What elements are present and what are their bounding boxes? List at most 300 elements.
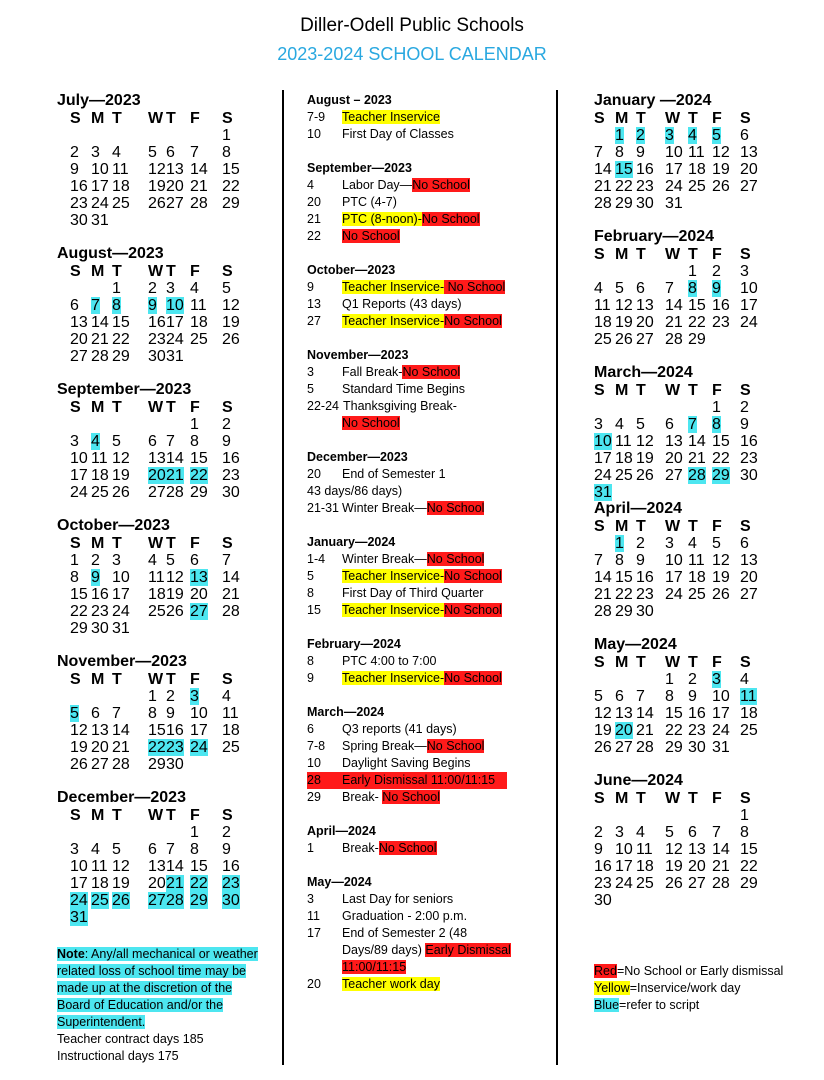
day-cell: 1 [615, 535, 624, 552]
event-row [307, 670, 502, 687]
day-cell: 9 [166, 705, 175, 722]
day-cell: 10 [665, 552, 683, 569]
day-cell: 24 [712, 722, 730, 739]
event-text: Last Day for seniors [342, 892, 454, 906]
day-cell: 9 [222, 433, 231, 450]
no-school-highlight: No School [426, 501, 485, 515]
week-row [57, 620, 170, 637]
day-cell: 22 [112, 331, 130, 348]
weekday-label: S [740, 654, 751, 671]
event-row [307, 398, 457, 415]
day-cell: 8 [665, 688, 674, 705]
day-cell: 7 [594, 144, 603, 161]
event-text: Spring Break— [342, 739, 427, 753]
day-cell: 14 [688, 433, 706, 450]
event-row [307, 194, 412, 211]
weekday-header-row [57, 110, 233, 127]
day-cell: 7 [636, 688, 645, 705]
event-date: 1-4 [307, 552, 326, 566]
day-cell: 11 [222, 705, 239, 722]
day-cell: 24 [166, 331, 184, 348]
day-cell: 10 [740, 280, 758, 297]
event-date: 3 [307, 892, 314, 906]
event-description [342, 109, 440, 126]
event-group [307, 874, 511, 993]
day-cell: 16 [148, 314, 166, 331]
day-cell: 21 [166, 875, 184, 892]
event-row [307, 177, 470, 194]
weekday-label: W [665, 110, 681, 127]
weekday-label: W [665, 518, 681, 535]
weekday-label: W [148, 671, 164, 688]
day-cell: 3 [190, 688, 199, 705]
day-cell: 11 [615, 433, 632, 450]
day-cell: 5 [166, 552, 175, 569]
day-cell: 9 [712, 280, 721, 297]
day-cell: 24 [70, 892, 88, 909]
day-cell: 25 [615, 467, 633, 484]
day-cell: 27 [665, 467, 683, 484]
event-row [307, 313, 502, 330]
day-cell: 11 [190, 297, 207, 314]
weekday-label: M [615, 654, 629, 671]
week-row [57, 297, 240, 314]
day-cell: 10 [712, 688, 730, 705]
event-description [342, 653, 437, 670]
day-cell: 21 [91, 331, 109, 348]
week-row [594, 875, 758, 892]
note-block [57, 946, 262, 1031]
event-text: Break- [342, 841, 379, 855]
event-row [307, 789, 507, 806]
event-description [342, 228, 400, 245]
weekday-header-row [594, 790, 751, 807]
day-cell: 21 [222, 586, 240, 603]
month-right-0 [594, 92, 758, 212]
day-cell: 17 [615, 858, 633, 875]
day-cell: 23 [70, 195, 88, 212]
weekday-label: W [665, 790, 681, 807]
weekday-label: S [222, 110, 233, 127]
day-cell: 17 [712, 705, 730, 722]
day-cell: 23 [740, 450, 758, 467]
day-cell: 15 [615, 569, 633, 586]
event-date: 43 days/86 days) [307, 484, 403, 498]
month-left-1 [57, 245, 240, 365]
day-cell: 20 [190, 586, 208, 603]
event-text: PTC (4-7) [342, 195, 397, 209]
event-text: Days/89 days) [342, 943, 426, 957]
month-title: October—2023 [57, 517, 170, 534]
weekday-label: F [190, 263, 200, 280]
event-group [307, 262, 506, 330]
event-text: End of Semester 1 [342, 467, 446, 481]
day-cell: 27 [190, 603, 208, 620]
day-cell: 23 [222, 875, 240, 892]
day-cell: 13 [665, 433, 683, 450]
event-date: 8 [307, 586, 314, 600]
week-row [57, 144, 231, 161]
week-row [594, 586, 758, 603]
day-cell: 13 [636, 297, 654, 314]
weekday-label: F [712, 382, 722, 399]
month-title: February—2024 [594, 228, 715, 245]
day-cell: 4 [688, 535, 697, 552]
weekday-label: T [112, 399, 122, 416]
day-cell: 16 [712, 297, 730, 314]
week-row [57, 450, 240, 467]
day-cell: 29 [740, 875, 758, 892]
day-cell: 25 [91, 892, 109, 909]
day-cell: 14 [166, 450, 184, 467]
week-row [594, 467, 758, 484]
event-description [342, 177, 470, 194]
day-cell: 17 [665, 569, 683, 586]
event-month-title: April—2024 [307, 824, 376, 838]
day-cell: 5 [594, 688, 603, 705]
day-cell: 16 [594, 858, 612, 875]
day-cell: 21 [712, 858, 730, 875]
day-cell: 29 [615, 603, 633, 620]
column-divider-right [556, 90, 558, 1065]
day-cell: 13 [166, 161, 184, 178]
event-date: 22 [307, 229, 321, 243]
weekday-label: F [712, 110, 722, 127]
day-cell: 18 [594, 314, 612, 331]
day-cell: 7 [688, 416, 697, 433]
day-cell: 20 [740, 161, 758, 178]
event-text: Q3 reports (41 days) [342, 722, 457, 736]
day-cell: 12 [665, 841, 683, 858]
month-left-0 [57, 92, 240, 229]
day-cell: 3 [91, 144, 100, 161]
day-cell: 14 [166, 858, 184, 875]
event-text: Daylight Saving Begins [342, 756, 471, 770]
week-row [57, 280, 231, 297]
event-row [307, 126, 454, 143]
event-description [342, 959, 406, 976]
event-row [307, 483, 408, 500]
no-school-highlight: No School [402, 365, 461, 379]
day-cell: 22 [688, 314, 706, 331]
weekday-label: W [665, 246, 681, 263]
event-date: 7-8 [307, 739, 326, 753]
day-cell: 24 [665, 178, 683, 195]
day-cell: 6 [148, 433, 157, 450]
weekday-label: W [148, 535, 164, 552]
day-cell: 20 [91, 739, 109, 756]
week-row [594, 399, 749, 416]
weekday-label: S [740, 382, 751, 399]
day-cell: 12 [712, 552, 730, 569]
event-text: First Day of Third Quarter [342, 586, 484, 600]
day-cell: 23 [688, 722, 706, 739]
day-cell: 31 [166, 348, 184, 365]
event-date: 27 [307, 314, 321, 328]
day-cell: 8 [112, 297, 121, 314]
day-cell: 4 [615, 416, 624, 433]
event-row [307, 211, 480, 228]
month-title: May—2024 [594, 636, 677, 653]
day-cell: 8 [190, 841, 199, 858]
day-cell: 13 [615, 705, 633, 722]
day-cell: 24 [740, 314, 758, 331]
inservice-highlight: Teacher Inservice- [342, 280, 445, 294]
day-cell: 8 [70, 569, 79, 586]
event-description [342, 296, 462, 313]
day-cell: 6 [70, 297, 79, 314]
day-cell: 14 [594, 569, 612, 586]
day-cell: 3 [166, 280, 175, 297]
month-title: September—2023 [57, 381, 192, 398]
day-cell: 27 [91, 756, 109, 773]
week-row [57, 892, 240, 909]
day-cell: 26 [70, 756, 88, 773]
weekday-label: T [688, 382, 698, 399]
day-cell: 6 [91, 705, 100, 722]
month-title: April—2024 [594, 500, 683, 517]
day-cell: 30 [636, 603, 654, 620]
day-cell: 19 [222, 314, 240, 331]
event-month-title: May—2024 [307, 875, 372, 889]
week-row [594, 331, 714, 348]
teacher-contract-days: Teacher contract days 185 [57, 1032, 204, 1046]
day-cell: 19 [148, 178, 166, 195]
day-cell: 9 [70, 161, 79, 178]
day-cell: 12 [636, 433, 654, 450]
day-cell: 23 [594, 875, 612, 892]
day-cell: 1 [148, 688, 157, 705]
day-cell: 6 [740, 535, 749, 552]
day-cell: 26 [166, 603, 184, 620]
week-row [57, 705, 239, 722]
day-cell: 28 [166, 892, 184, 909]
event-date: 21 [307, 212, 321, 226]
no-school-highlight: No School [444, 671, 502, 685]
day-cell: 30 [222, 484, 240, 501]
day-cell: 7 [594, 552, 603, 569]
no-school-highlight: No School [378, 841, 437, 855]
day-cell: 9 [636, 144, 645, 161]
month-left-5 [57, 789, 240, 926]
day-cell: 12 [222, 297, 240, 314]
no-school-highlight: No School [421, 212, 480, 226]
day-cell: 18 [91, 875, 109, 892]
page-title: Diller-Odell Public Schools [300, 15, 524, 36]
day-cell: 6 [688, 824, 697, 841]
day-cell: 30 [222, 892, 240, 909]
day-cell: 16 [740, 433, 758, 450]
day-cell: 29 [190, 484, 208, 501]
day-cell: 20 [166, 178, 184, 195]
event-description [342, 738, 484, 755]
event-date: 21-31 [307, 501, 339, 515]
event-text: Standard Time Begins [342, 382, 465, 396]
day-cell: 15 [615, 161, 633, 178]
weekday-label: M [615, 790, 629, 807]
weekday-header-row [594, 382, 751, 399]
day-cell: 5 [70, 705, 79, 722]
weekday-label: S [594, 790, 605, 807]
day-cell: 14 [91, 314, 109, 331]
day-cell: 17 [740, 297, 758, 314]
day-cell: 18 [636, 858, 654, 875]
day-cell: 28 [222, 603, 240, 620]
day-cell: 7 [166, 433, 175, 450]
event-month-title: October—2023 [307, 263, 396, 277]
day-cell: 2 [70, 144, 79, 161]
day-cell: 29 [112, 348, 130, 365]
weekday-label: T [636, 518, 646, 535]
day-cell: 31 [91, 212, 109, 229]
day-cell: 3 [70, 841, 79, 858]
day-cell: 13 [148, 858, 166, 875]
day-cell: 15 [222, 161, 240, 178]
day-cell: 17 [166, 314, 184, 331]
day-cell: 27 [688, 875, 706, 892]
week-row [57, 739, 240, 756]
day-cell: 22 [222, 178, 240, 195]
day-cell: 12 [712, 144, 730, 161]
legend-yellow [594, 980, 741, 997]
weekday-header-row [57, 807, 233, 824]
event-row [307, 653, 437, 670]
day-cell: 9 [222, 841, 231, 858]
day-cell: 29 [712, 467, 730, 484]
day-cell: 6 [166, 144, 175, 161]
day-cell: 2 [594, 824, 603, 841]
day-cell: 2 [712, 263, 721, 280]
day-cell: 24 [594, 467, 612, 484]
day-cell: 20 [148, 875, 166, 892]
event-description [342, 925, 467, 942]
day-cell: 9 [91, 569, 100, 586]
event-month-title: September—2023 [307, 161, 412, 175]
event-description [342, 381, 465, 398]
weekday-label: S [594, 654, 605, 671]
day-cell: 21 [665, 314, 683, 331]
day-cell: 16 [222, 450, 240, 467]
weekday-label: S [594, 110, 605, 127]
day-cell: 11 [636, 841, 653, 858]
day-cell: 2 [740, 399, 749, 416]
event-text: Winter Break— [342, 501, 427, 515]
month-right-1 [594, 228, 758, 348]
day-cell: 19 [594, 722, 612, 739]
day-cell: 22 [190, 467, 208, 484]
day-cell: 9 [594, 841, 603, 858]
legend-yellow-swatch: Yellow [594, 981, 630, 995]
month-title: March—2024 [594, 364, 693, 381]
day-cell: 10 [91, 161, 109, 178]
day-cell: 27 [740, 586, 758, 603]
day-cell: 17 [594, 450, 612, 467]
weekday-label: M [615, 518, 629, 535]
day-cell: 28 [636, 739, 654, 756]
event-date: 17 [307, 926, 321, 940]
day-cell: 20 [665, 450, 683, 467]
day-cell: 30 [594, 892, 612, 909]
inservice-highlight: Teacher Inservice- [342, 314, 445, 328]
day-cell: 4 [594, 280, 603, 297]
week-row [594, 433, 758, 450]
day-cell: 25 [688, 178, 706, 195]
day-cell: 19 [112, 467, 130, 484]
day-cell: 9 [688, 688, 697, 705]
day-cell: 23 [148, 331, 166, 348]
day-cell: 10 [166, 297, 184, 314]
weekday-label: T [112, 807, 122, 824]
note-label: Note [57, 947, 85, 961]
day-cell: 30 [740, 467, 758, 484]
inservice-highlight: Teacher Inservice [342, 110, 440, 124]
weekday-label: S [740, 518, 751, 535]
day-cell: 17 [112, 586, 130, 603]
event-date: 1 [307, 841, 314, 855]
day-cell: 31 [112, 620, 130, 637]
week-row [57, 416, 231, 433]
day-cell: 29 [222, 195, 240, 212]
day-cell: 28 [190, 195, 208, 212]
event-group [307, 160, 480, 245]
event-date: 11 [307, 909, 320, 923]
day-cell: 19 [636, 450, 654, 467]
week-row [594, 280, 758, 297]
day-cell: 2 [91, 552, 100, 569]
day-cell: 30 [70, 212, 88, 229]
day-cell: 13 [91, 722, 109, 739]
event-description [342, 551, 484, 568]
month-title: June—2024 [594, 772, 683, 789]
day-cell: 23 [636, 178, 654, 195]
weekday-label: S [740, 110, 751, 127]
day-cell: 13 [70, 314, 88, 331]
day-cell: 16 [222, 858, 240, 875]
weekday-label: F [190, 671, 200, 688]
event-row [307, 959, 407, 976]
day-cell: 3 [740, 263, 749, 280]
week-row [57, 909, 186, 926]
event-row [307, 602, 502, 619]
event-group [307, 704, 507, 806]
day-cell: 25 [636, 875, 654, 892]
event-date: 13 [307, 297, 321, 311]
week-row [594, 824, 749, 841]
weekday-label: M [615, 246, 629, 263]
event-row [307, 279, 506, 296]
no-school-highlight: No School [382, 790, 440, 804]
day-cell: 30 [148, 348, 166, 365]
weekday-label: T [688, 790, 698, 807]
day-cell: 22 [615, 178, 633, 195]
weekday-label: T [166, 535, 176, 552]
weekday-label: M [91, 535, 105, 552]
day-cell: 11 [688, 144, 705, 161]
event-row [307, 942, 511, 959]
day-cell: 11 [112, 161, 129, 178]
event-description [342, 789, 440, 806]
event-group [307, 636, 502, 687]
legend-blue-text: =refer to script [619, 998, 700, 1012]
weekday-header-row [594, 110, 751, 127]
day-cell: 5 [636, 416, 645, 433]
event-date: 9 [307, 280, 314, 294]
event-date: 29 [307, 790, 321, 804]
weekday-label: M [91, 399, 105, 416]
day-cell: 16 [70, 178, 88, 195]
day-cell: 25 [112, 195, 130, 212]
no-school-highlight: No School [412, 178, 470, 192]
